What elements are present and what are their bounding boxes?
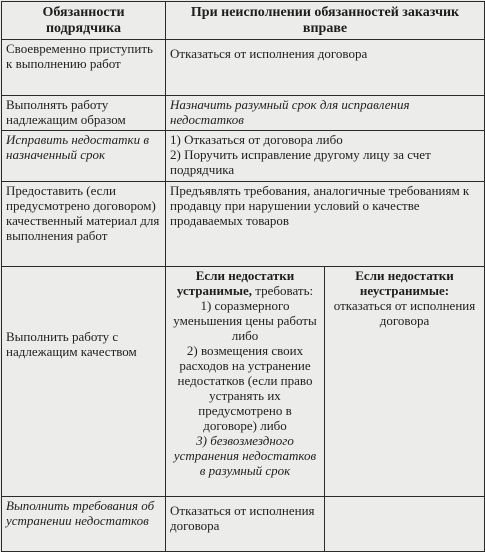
table-row — [2, 96, 485, 131]
irremovable-body: отказаться от исполнения договора — [333, 298, 476, 328]
irremovable-defects-cell — [325, 267, 485, 497]
table-row — [2, 40, 485, 96]
duty-cell: Исправить недостатки в назначенный срок — [2, 131, 166, 182]
header-rights: При неисполнении обязанностей заказчик вправе — [166, 2, 485, 40]
table-row — [2, 267, 485, 497]
rights-cell: Предъявлять требования, аналогичные требованиям к продавцу при нарушении условий о качестве продаваемых товаров — [166, 182, 485, 267]
rights-cell — [166, 131, 485, 182]
removable-item-1: 1) соразмерного уменьшения цены работы либо — [173, 298, 317, 343]
rights-option-1: 1) Отказаться от договора либо — [170, 132, 343, 147]
header-row — [2, 2, 485, 40]
table-row — [2, 497, 485, 552]
duty-cell: Предоставить (если предусмотрено договором) качественный материал для выполнения работ — [2, 182, 166, 267]
rights-option-2: 2) Поручить исправление другому лицу за счет подрядчика — [170, 147, 431, 177]
removable-lead-tail: требовать: — [252, 283, 314, 298]
table-row — [2, 182, 485, 267]
irremovable-lead: Если недостатки неустранимые: — [355, 268, 454, 298]
duty-cell: Выполнить работу с надлежащим качеством — [2, 267, 166, 497]
empty-cell — [325, 497, 485, 552]
removable-defects-cell — [166, 267, 325, 497]
header-duties: Обязанности подрядчика — [2, 2, 166, 40]
duty-cell: Выполнять работу надлежащим образом — [2, 96, 166, 131]
rights-cell: Отказаться от исполнения договора — [166, 497, 325, 552]
removable-lead: Если недостатки устранимые, — [176, 268, 295, 298]
duty-cell: Своевременно приступить к выполнению работ — [2, 40, 166, 96]
rights-cell: Отказаться от исполнения договора — [166, 40, 485, 96]
table-row — [2, 131, 485, 182]
removable-item-2: 2) возмещения своих расходов на устранение недостатков (если право устранять их предусмотрено в договоре) либо — [177, 343, 313, 433]
duty-cell: Выполнить требования об устранении недостатков — [2, 497, 166, 552]
removable-item-3: 3) безвозмездного устранения недостатков в разумный срок — [173, 433, 317, 478]
obligations-table — [1, 1, 485, 552]
rights-cell: Назначить разумный срок для исправления недостатков — [166, 96, 485, 131]
